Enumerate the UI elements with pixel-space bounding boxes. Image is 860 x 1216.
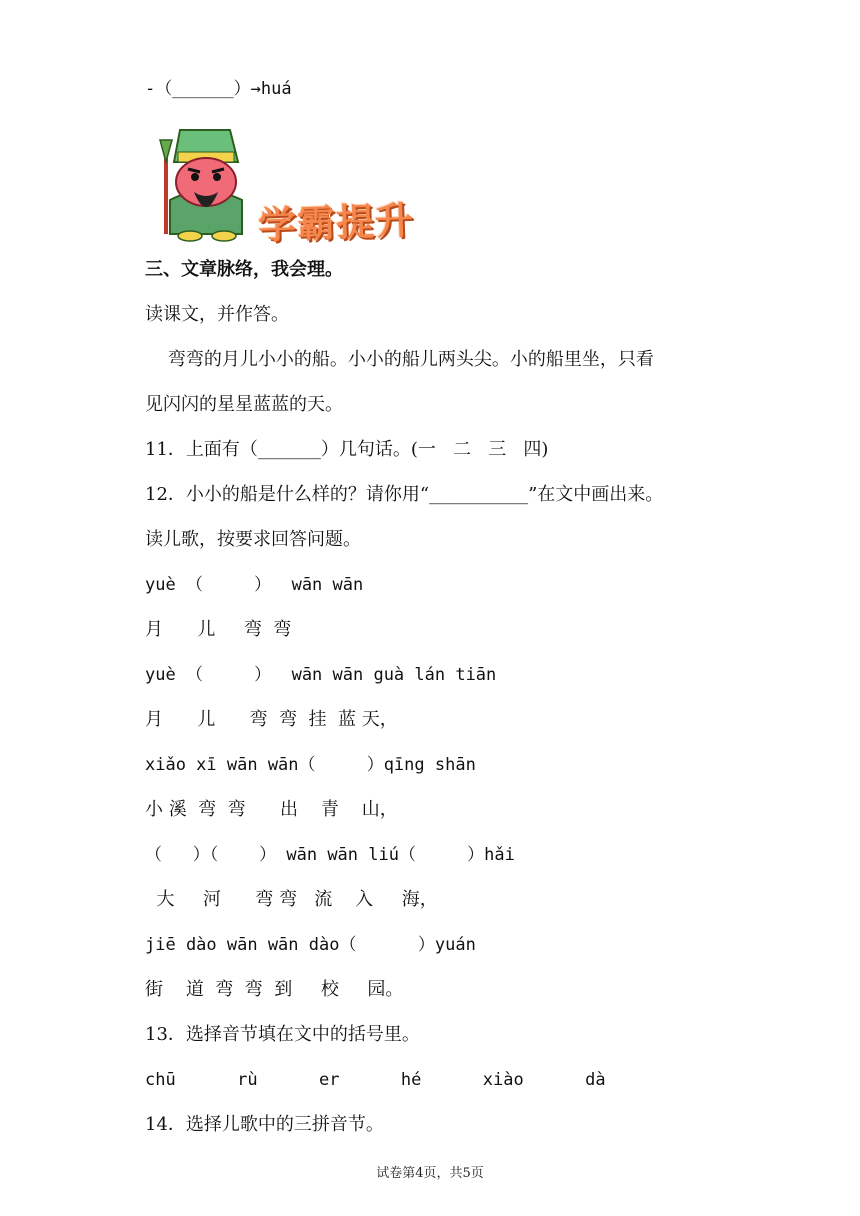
study-banner <box>150 122 455 248</box>
question-11: 11．上面有（_______）几句话。(一 二 三 四) <box>145 439 549 460</box>
pinyin-line: yuè （ ） wān wān guà lán tiān <box>145 665 497 685</box>
hanzi-line: 小 溪 弯 弯 出 青 山， <box>145 799 398 820</box>
hanzi-line: 月 儿 弯 弯 挂 蓝 天， <box>145 709 398 730</box>
instruction-text: 读课文，并作答。 <box>145 304 289 325</box>
pinyin-line: jiē dào wān wān dào（ ）yuán <box>145 935 476 955</box>
passage-line: 见闪闪的星星蓝蓝的天。 <box>145 394 343 415</box>
carryover-line: -（______）→huá <box>145 79 292 99</box>
question-12: 12．小小的船是什么样的？请你用“___________”在文中画出来。 <box>145 484 664 505</box>
hanzi-line: 街 道 弯 弯 到 校 园。 <box>145 979 404 1000</box>
passage-line: 弯弯的月儿小小的船。小小的船儿两头尖。小的船里坐，只看 <box>145 349 654 370</box>
hanzi-line: 大 河 弯 弯 流 入 海， <box>145 889 438 910</box>
pinyin-line: yuè （ ） wān wān <box>145 575 364 595</box>
section-heading: 三、文章脉络，我会理。 <box>145 259 343 280</box>
question-14: 14．选择儿歌中的三拼音节。 <box>145 1114 384 1135</box>
hanzi-line: 月 儿 弯 弯 <box>145 619 292 640</box>
page-footer: 试卷第4页，共5页 <box>376 1166 484 1181</box>
instruction-text: 读儿歌，按要求回答问题。 <box>145 529 361 550</box>
pinyin-line: xiǎo xī wān wān（ ）qīng shān <box>145 755 476 775</box>
pinyin-line: （ ）（ ） wān wān liú（ ）hǎi <box>145 845 515 865</box>
scholar-mascot-icon <box>150 122 260 244</box>
question-13: 13．选择音节填在文中的括号里。 <box>145 1024 420 1045</box>
banner-title: 学霸提升 <box>257 198 415 248</box>
syllable-options: chū rù er hé xiào dà <box>145 1070 606 1090</box>
